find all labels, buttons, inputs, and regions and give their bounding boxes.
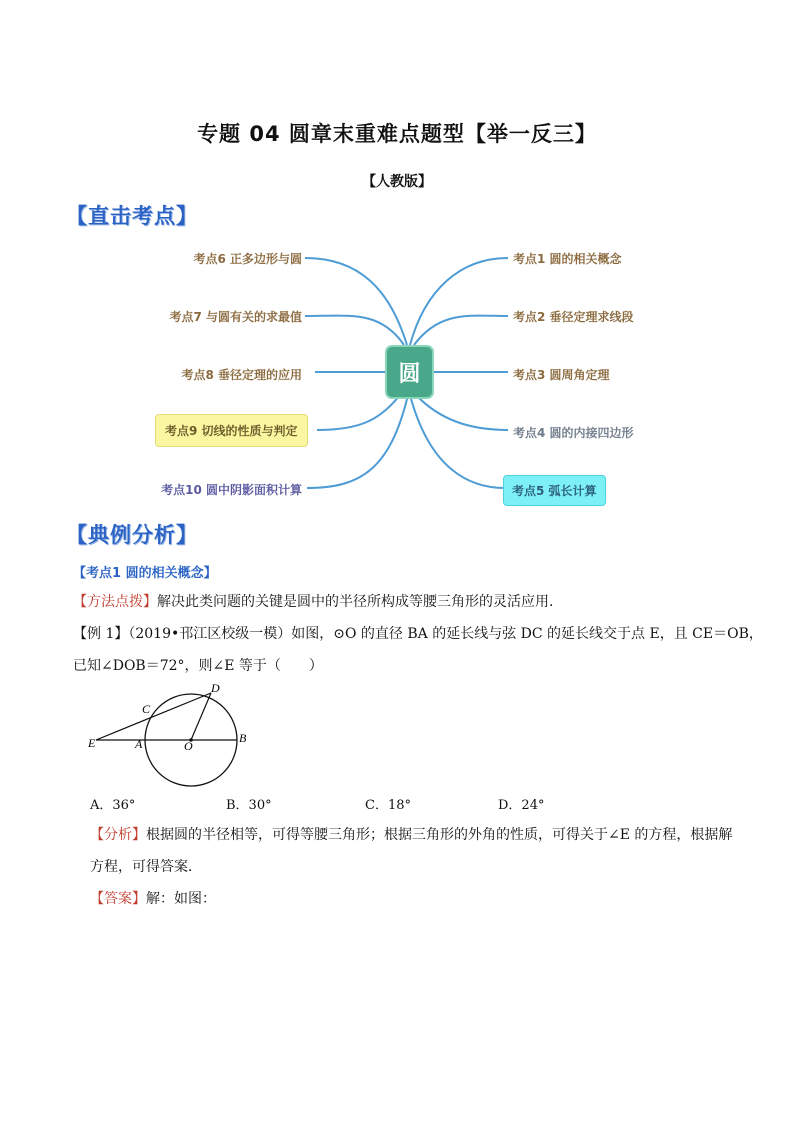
choice-d: D．24°	[498, 798, 545, 813]
answer-line	[90, 889, 216, 909]
method-text: 解决此类问题的关键是圆中的半径所构成等腰三角形的灵活应用.	[157, 594, 554, 610]
mindmap-node-point10: 考点10 圆中阴影面积计算	[161, 483, 302, 497]
section-heading-key-points: 【直击考点】	[66, 204, 198, 228]
mindmap-node-point8: 考点8 垂径定理的应用	[181, 368, 302, 382]
mindmap-node-point4: 考点4 圆的内接四边形	[513, 426, 634, 440]
mindmap-center-node: 圆	[385, 345, 434, 399]
mindmap-node-point6: 考点6 正多边形与圆	[193, 252, 302, 266]
page-title: 专题 04 圆章末重难点题型【举一反三】	[197, 122, 597, 146]
example1-line1	[73, 624, 763, 644]
analysis-line1	[90, 825, 732, 845]
method-tag: 【方法点拨】	[73, 594, 157, 610]
method-tip-line	[73, 592, 553, 612]
mindmap-node-point1: 考点1 圆的相关概念	[513, 252, 622, 266]
analysis-text-1: 根据圆的半径相等，可得等腰三角形；根据三角形的外角的性质，可得关于∠E 的方程，根据解	[146, 827, 733, 843]
label-b: B	[239, 731, 247, 745]
mindmap-node-point5: 考点5 弧长计算	[503, 475, 606, 506]
section-heading-examples: 【典例分析】	[66, 523, 198, 547]
mindmap-node-point9: 考点9 切线的性质与判定	[155, 414, 308, 447]
label-o: O	[184, 739, 193, 753]
point1-heading: 【考点1 圆的相关概念】	[73, 566, 217, 581]
analysis-tag: 【分析】	[90, 827, 146, 843]
answer-tag: 【答案】	[90, 891, 146, 907]
example1-question-line2: 已知∠DOB＝72°，则∠E 等于（ ）	[73, 658, 323, 674]
mindmap-node-point7: 考点7 与圆有关的求最值	[169, 310, 302, 324]
example1-source: （2019•邗江区校级一模）	[128, 626, 292, 642]
example1-question-line1: 如图，⊙O 的直径 BA 的延长线与弦 DC 的延长线交于点 E，且 CE＝OB，	[291, 626, 763, 642]
answer-text: 解：如图：	[146, 891, 216, 907]
analysis-text-2: 方程，可得答案．	[90, 859, 202, 875]
mindmap-node-point3: 考点3 圆周角定理	[513, 368, 610, 382]
label-d: D	[211, 681, 220, 695]
geometry-figure	[80, 680, 270, 790]
mindmap-connectors	[0, 0, 794, 520]
example1-tag: 【例 1】	[73, 626, 129, 642]
label-e: E	[88, 736, 96, 750]
label-c: C	[142, 702, 151, 716]
choice-c: C．18°	[365, 798, 411, 813]
page-subtitle: 【人教版】	[362, 174, 432, 190]
choice-a: A．36°	[90, 798, 136, 813]
choice-b: B．30°	[226, 798, 272, 813]
mindmap-node-point2: 考点2 垂径定理求线段	[513, 310, 634, 324]
label-a: A	[135, 737, 143, 751]
